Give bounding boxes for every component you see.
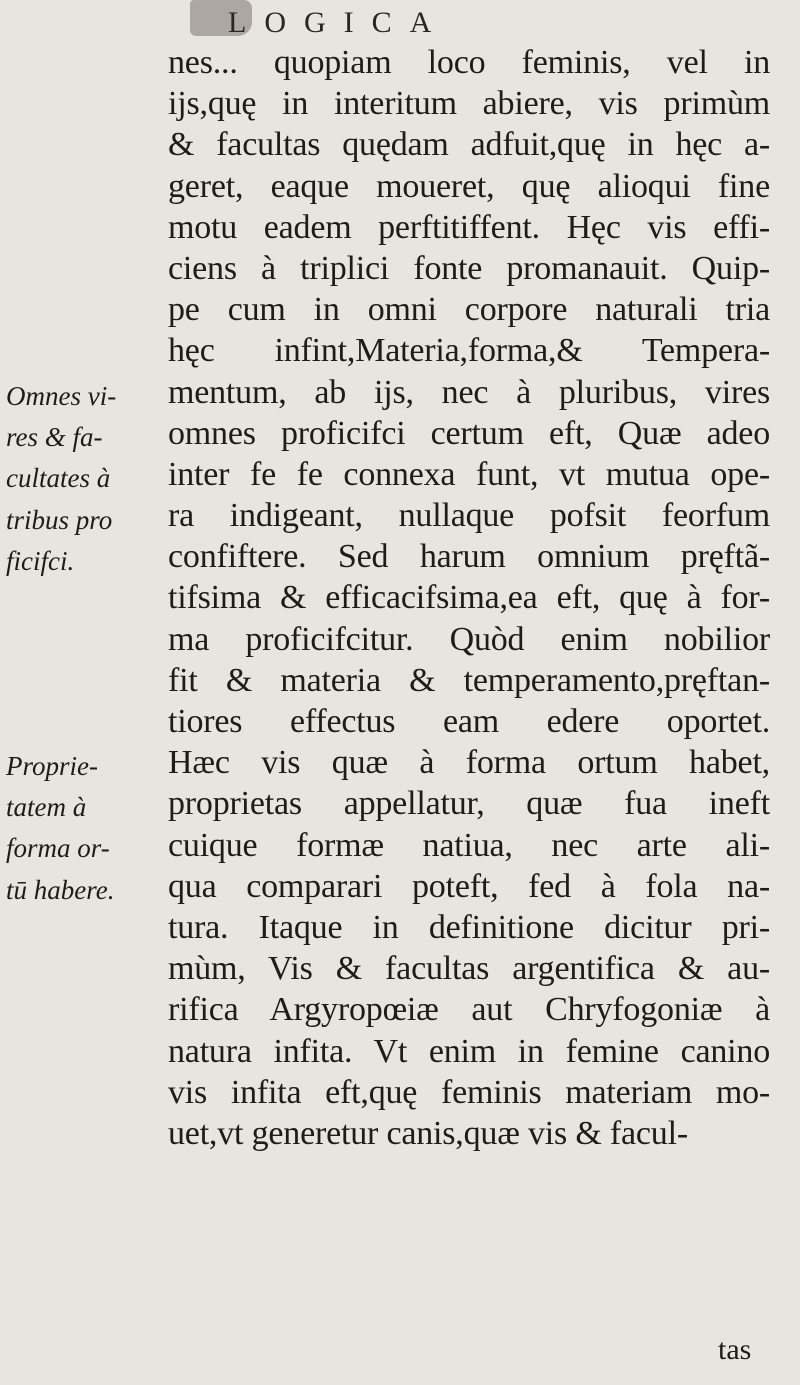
marginal-note-2 (6, 746, 114, 911)
text-line: pe cum in omni corpore naturali tria (168, 291, 770, 329)
text-line: ciens à triplici fonte promanauit. Quip- (168, 249, 770, 287)
text-line: mentum, ab ijs, nec à pluribus, vires (168, 373, 770, 411)
text-line: cuique formæ natiua, nec arte ali- (168, 826, 770, 864)
marginal-line: tribus pro (6, 504, 113, 535)
running-head: LOGICA (228, 6, 450, 39)
text-line: uet,vt generetur canis,quæ vis & facul- (168, 1114, 688, 1152)
text-line: hęc infint,Materia,forma,& Tempera- (168, 332, 770, 370)
marginal-line: ficifci. (6, 545, 75, 576)
text-line: rifica Argyropœiæ aut Chryfogoniæ à (168, 991, 770, 1029)
text-line: ma proficifcitur. Quòd enim nobilior (168, 620, 770, 658)
text-line: vis infita eft,quę feminis materiam mo- (168, 1073, 770, 1111)
marginal-line: tatem à (6, 792, 87, 823)
text-line: natura infita. Vt enim in femine canino (168, 1032, 770, 1070)
catchword: tas (718, 1333, 752, 1366)
text-line: tura. Itaque in definitione dicitur pri- (168, 908, 770, 946)
text-line: omnes proficifci certum eft, Quæ adeo (168, 414, 770, 452)
marginal-line: res & fa- (6, 422, 103, 453)
text-line: geret, eaque moueret, quę alioqui fine (168, 167, 770, 205)
marginal-line: tū habere. (6, 874, 115, 905)
text-line: qua comparari poteft, fed à fola na- (168, 867, 770, 905)
marginal-line: Proprie- (6, 751, 98, 781)
body-text (168, 42, 770, 1154)
marginal-line: forma or- (6, 833, 110, 864)
marginal-note-1 (6, 376, 116, 582)
text-line: nes... quopiam loco feminis, vel in (168, 44, 770, 81)
text-line: mùm, Vis & facultas argentifica & au- (168, 950, 770, 988)
text-line: fit & materia & temperamento,pręftan- (168, 661, 770, 699)
marginal-line: Omnes vi- (6, 381, 117, 411)
text-line: motu eadem perftitiffent. Hęc vis effi- (168, 208, 770, 246)
text-line: ra indigeant, nullaque pofsit feorfum (168, 497, 770, 535)
text-line: inter fe fe connexa funt, vt mutua ope- (168, 455, 770, 493)
text-line: ijs,quę in interitum abiere, vis primùm (168, 85, 770, 123)
text-line: Hæc vis quæ à forma ortum habet, (168, 744, 770, 782)
text-line: tifsima & efficacifsima,ea eft, quę à for- (168, 579, 770, 617)
marginal-line: cultates à (6, 463, 111, 494)
text-line: proprietas appellatur, quæ fua ineft (168, 785, 770, 823)
text-line: tiores effectus eam edere oportet. (168, 703, 770, 740)
text-line: confiftere. Sed harum omnium pręftã- (168, 538, 770, 576)
text-line: & facultas quędam adfuit,quę in hęc a- (168, 126, 770, 164)
